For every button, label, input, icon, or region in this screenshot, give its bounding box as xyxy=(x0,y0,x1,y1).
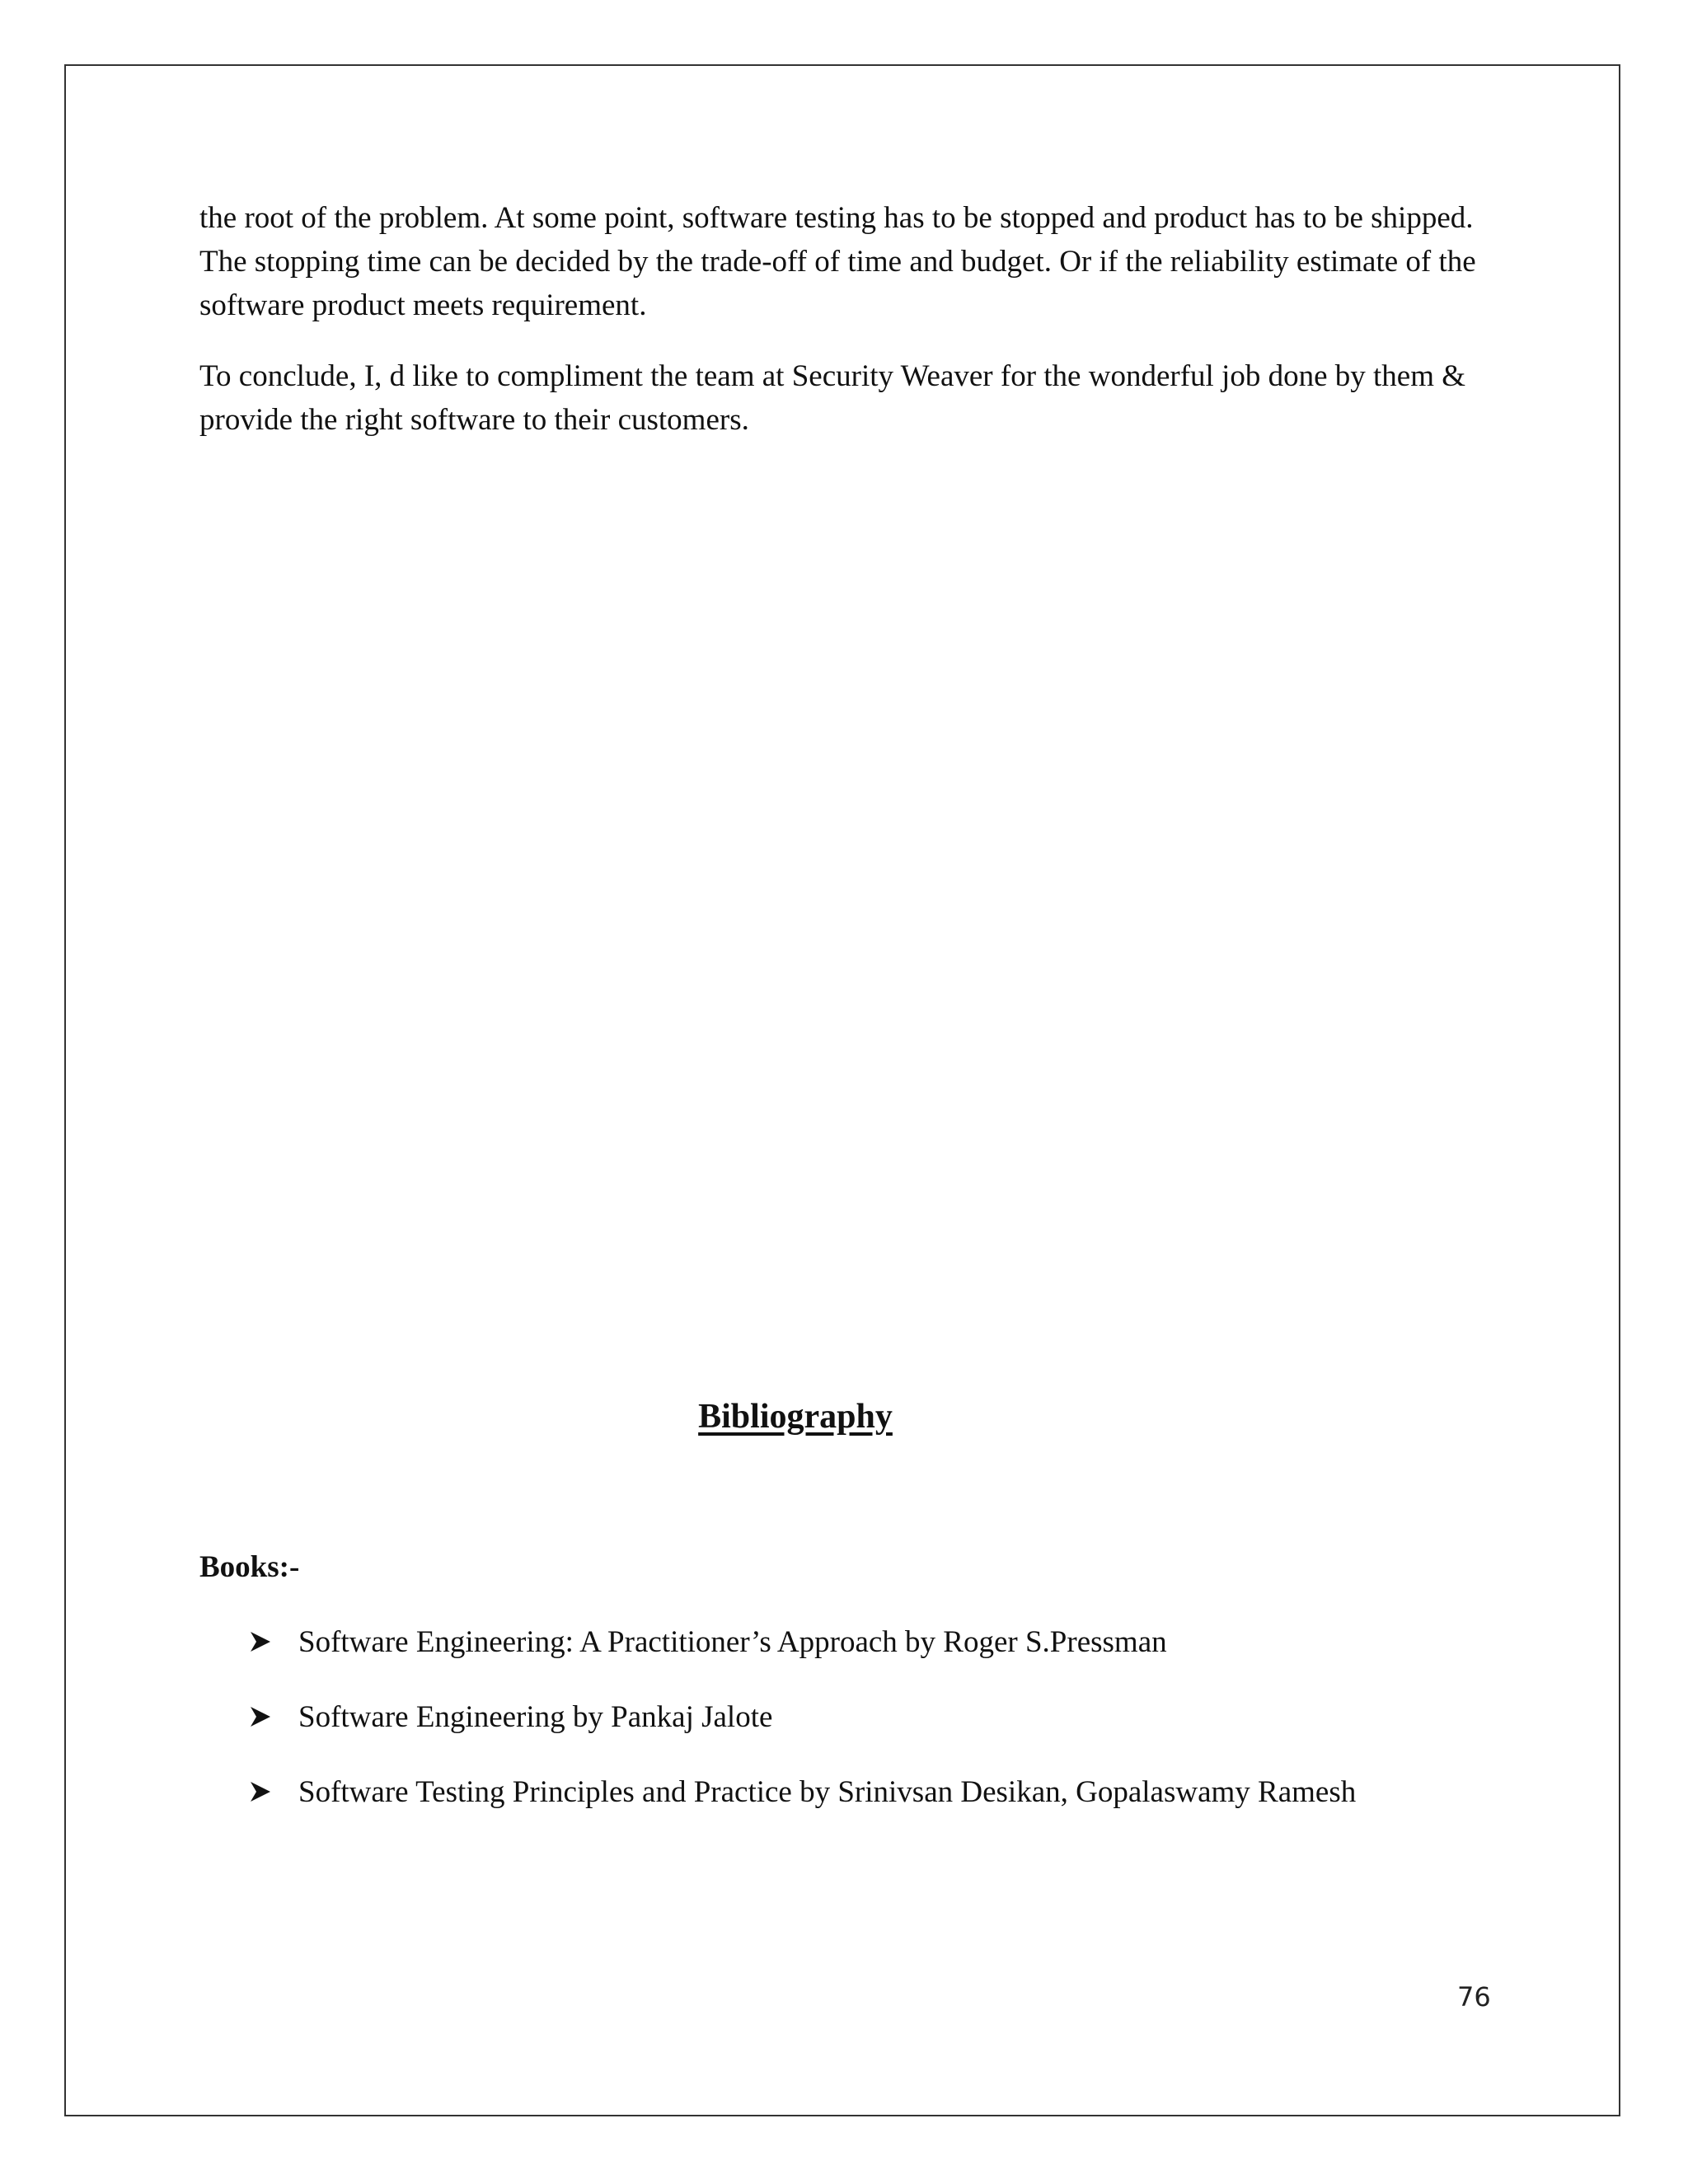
body-paragraph-conclusion-start: the root of the problem. At some point, software testing has to be stopped and product has to be shipped. The stopping time can be decided by the trade-off of time and budget. Or if the reliability estimate of the software product meets requirement. xyxy=(199,201,1476,322)
arrowhead-bullet-icon xyxy=(251,1707,270,1727)
book-list xyxy=(199,1620,1436,1845)
arrowhead-bullet-icon xyxy=(251,1632,270,1652)
list-item xyxy=(199,1770,1436,1814)
arrowhead-bullet-icon xyxy=(251,1782,270,1802)
page-number: 76 xyxy=(1457,1981,1491,2013)
book-title: Software Testing Principles and Practice by Srinivsan Desikan, Gopalaswamy Ramesh xyxy=(298,1775,1357,1809)
book-title: Software Engineering: A Practitioner’s Approach by Roger S.Pressman xyxy=(298,1625,1167,1659)
book-title: Software Engineering by Pankaj Jalote xyxy=(298,1700,773,1734)
list-item xyxy=(199,1620,1436,1664)
list-item xyxy=(199,1695,1436,1739)
bibliography-heading: Bibliography xyxy=(698,1398,893,1436)
body-paragraph-conclusion: To conclude, I, d like to compliment the team at Security Weaver for the wonderful job done by them & provide the right software to their customers. xyxy=(199,359,1466,437)
books-subheading: Books:- xyxy=(199,1550,300,1584)
